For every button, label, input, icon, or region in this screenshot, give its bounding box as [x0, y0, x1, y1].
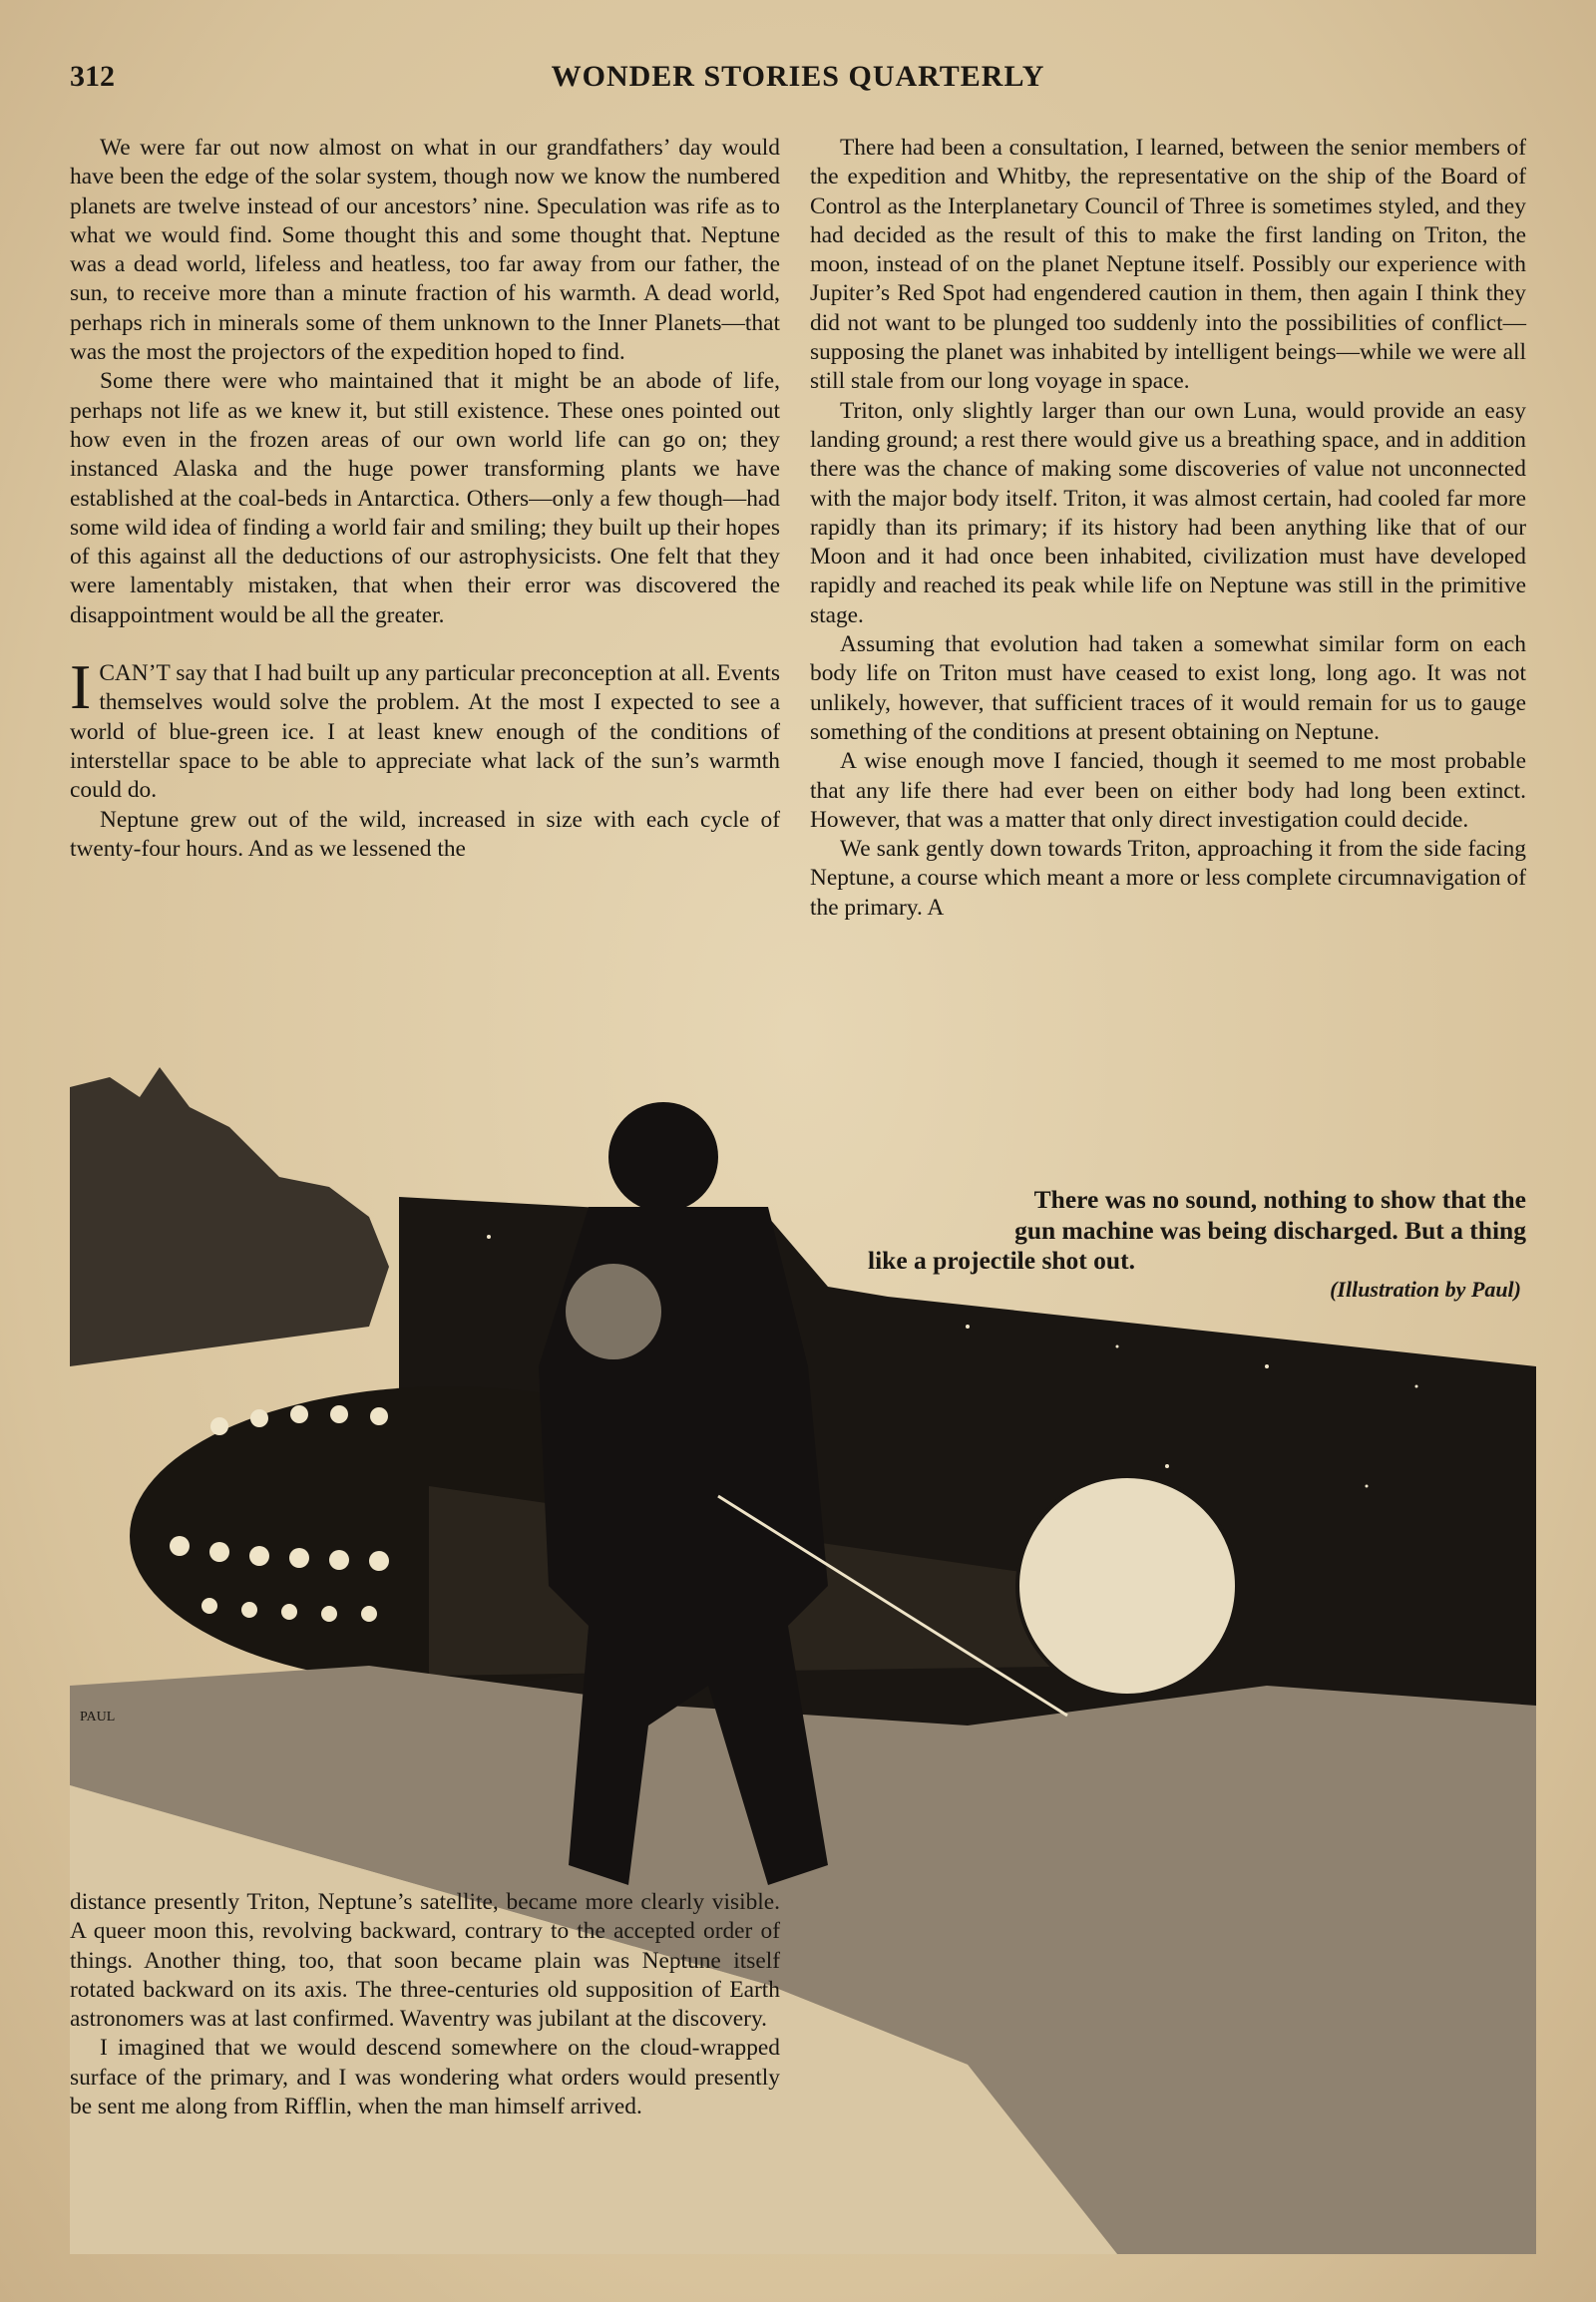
- caption-line-1: There was no sound, nothing to show that the: [1033, 1185, 1526, 1214]
- illustration-credit: (Illustration by Paul): [1330, 1277, 1521, 1302]
- paragraph: There had been a consultation, I learned, between the senior members of the expedition and Whitby, the representative on the ship of the Board of Control as the Interplanetary Council of Three is sometimes styled, and they had decided as the result of this to make the first landing on Triton, the moon, instead of on the planet Neptune itself. Possibly our experience with Jupiter’s Red Spot had engendered caution in them, then again I think they did not want to be plunged too suddenly into the possibilities of conflict—supposing the planet was inhabited by intelligent beings—while we were all still stale from our long voyage in space.: [810, 135, 1526, 395]
- artist-signature: PAUL: [80, 1710, 116, 1725]
- paragraph: distance presently Triton, Neptune’s satellite, became more clearly visible. A queer moon this, revolving backward, contrary to the accepted order of things. Another thing, too, that soon became plain was Neptune itself rotated backward on its axis. The three-centuries old supposition of Earth astronomers was at last confirmed. Waventry was jubilant at the discovery.: [70, 1889, 780, 2033]
- drop-cap: I: [70, 651, 92, 723]
- cliff-shape: [70, 1067, 389, 1366]
- running-header-title: WONDER STORIES QUARTERLY: [551, 60, 1045, 93]
- caption-line-3: like a projectile shot out.: [868, 1246, 1135, 1275]
- paragraph: Neptune grew out of the wild, increased in size with each cycle of twenty-four hours. And as we lessened the: [70, 806, 780, 862]
- section-start-paragraph: [70, 651, 780, 805]
- paragraph-text: CAN’T say that I had built up any particular preconception at all. Events themselves would solve the problem. At the most I expected to see a world of blue-green ice. I at least knew enough of the conditions of interstellar space to be able to appreciate what lack of the sun’s warmth could do.: [70, 660, 780, 804]
- paragraph: A wise enough move I fancied, though it seemed to me most probable that any life there had ever been on either body had long been extinct. However, that was a matter that only direct investigation could decide.: [810, 748, 1526, 833]
- paragraph: Some there were who maintained that it might be an abode of life, perhaps not life as we knew it, but still existence. These ones pointed out how even in the frozen areas of our own world life can go on; they instanced Alaska and the huge power transforming plants we have established at the coal-beds in Antarctica. Others—only a few though—had some wild idea of finding a world fair and smiling; they built up their hopes of this against all the deductions of our astrophysicists. One felt that they were lamentably mistaken, that when their error was discovered the disappointment would be all the greater.: [70, 368, 780, 628]
- page-number: 312: [70, 60, 115, 93]
- paragraph: Triton, only slightly larger than our own Luna, would provide an easy landing ground; a rest there would give us a breathing space, and in addition there was the chance of making some discoveries of value not unconnected with the major body itself. Triton, it was almost certain, had cooled far more rapidly than its primary; if its history had been anything like that of our Moon and it had once been inhabited, civilization must have developed rapidly and reached its peak while life on Neptune was still in the primitive stage.: [810, 397, 1526, 628]
- right-column-top: [810, 134, 1526, 923]
- paragraph: We sank gently down towards Triton, approaching it from the side facing Neptune, a course which meant a more or less complete circumnavigation of the primary. A: [810, 836, 1526, 921]
- caption-line-2: gun machine was being discharged. But a thing: [1014, 1215, 1526, 1245]
- explosion-cloud: [1017, 1476, 1237, 1696]
- left-column-bottom: [70, 1888, 780, 2121]
- paragraph: I imagined that we would descend somewhere on the cloud-wrapped surface of the primary, and I was wondering what orders would presently be sent me along from Rifflin, when the man himself arrived.: [70, 2035, 780, 2120]
- illustration-caption: [813, 1185, 1526, 1277]
- paragraph: Assuming that evolution had taken a somewhat similar form on each body life on Triton must have ceased to exist long, long ago. It was not unlikely, however, that sufficient traces of it would remain for us to gauge something of the conditions at present obtaining on Neptune.: [810, 631, 1526, 745]
- left-column-top: [70, 134, 780, 864]
- paragraph: We were far out now almost on what in our grandfathers’ day would have been the edge of the solar system, though now we know the numbered planets are twelve instead of our ancestors’ nine. Speculation was rife as to what we would find. Some thought this and some thought that. Neptune was a dead world, lifeless and heatless, too far away from our father, the sun, to receive more than a minute fraction of his warmth. A dead world, perhaps rich in minerals some of them unknown to the Inner Planets—that was the most the projectors of the expedition hoped to find.: [70, 135, 780, 366]
